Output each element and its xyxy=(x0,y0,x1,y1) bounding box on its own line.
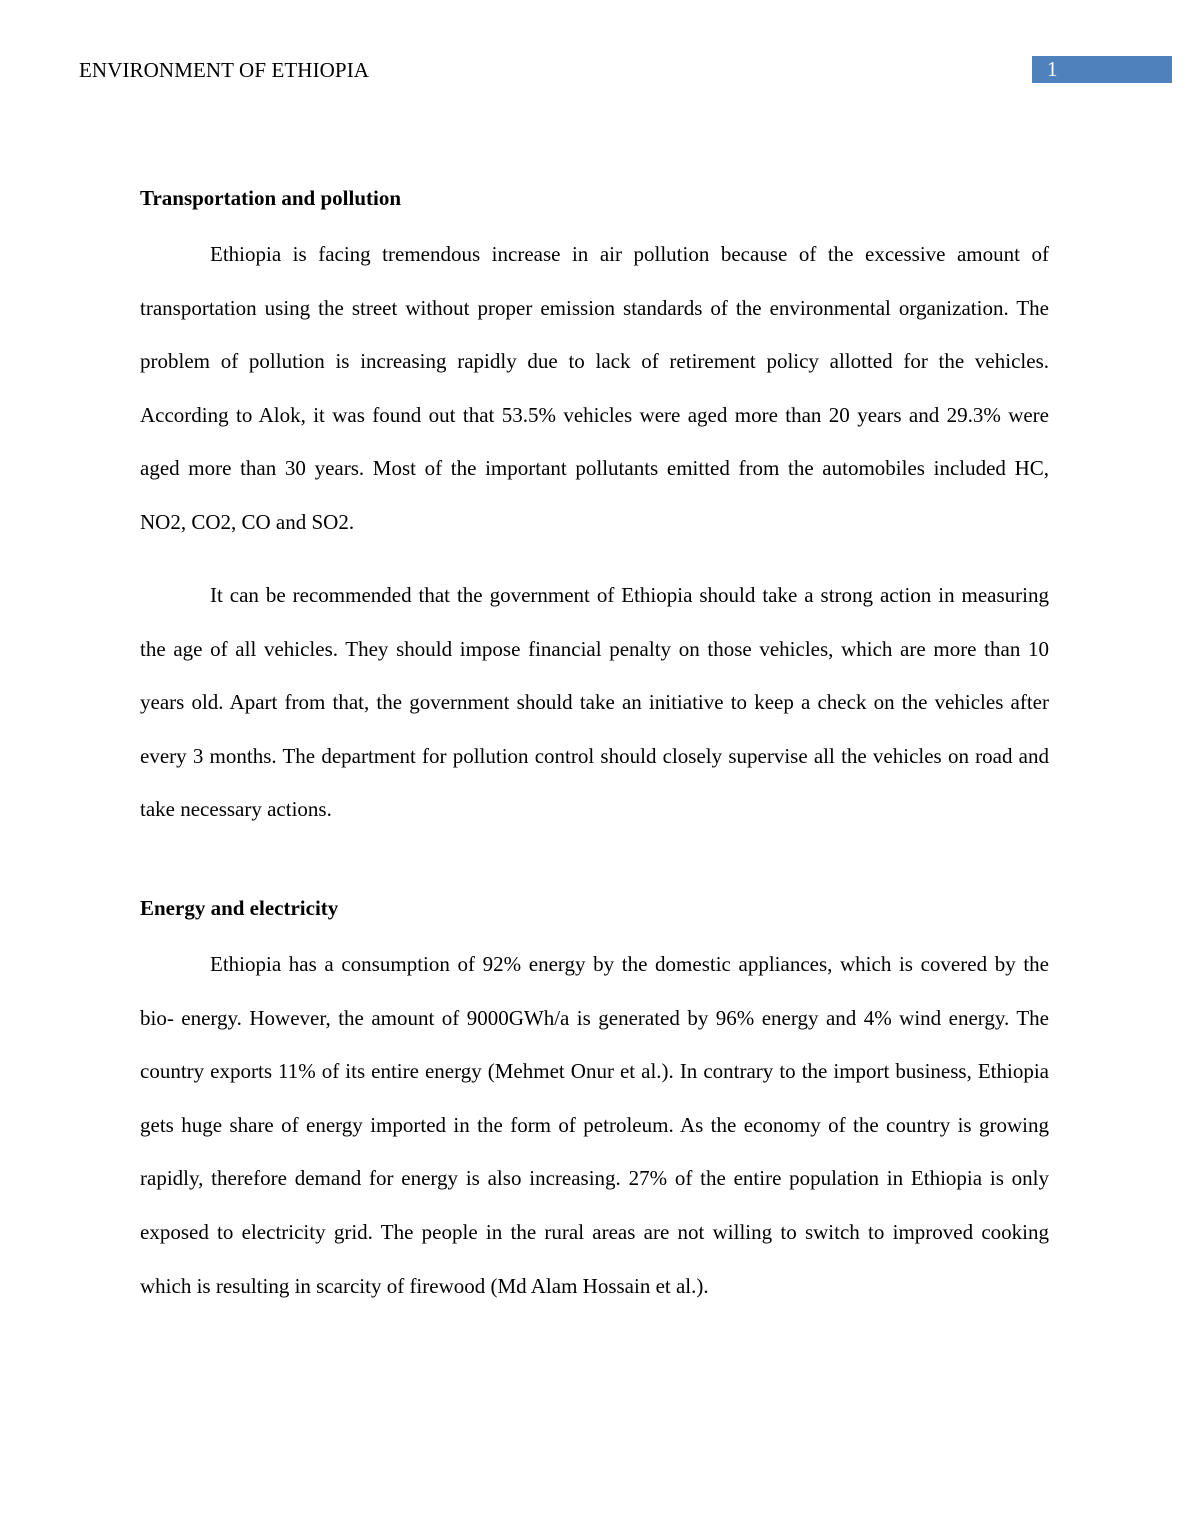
paragraph-transportation-1: Ethiopia is facing tremendous increase in air pollution because of the excessive amount of transportation using the street without proper emission standards of the environmental organization. The problem of pollution is increasing rapidly due to lack of retirement policy allotted for the vehicles. According to Alok, it was found out that 53.5% vehicles were aged more than 20 years and 29.3% were aged more than 30 years. Most of the important pollutants emitted from the automobiles included HC, NO2, CO2, CO and SO2. xyxy=(140,242,1049,534)
paragraph-energy-1: Ethiopia has a consumption of 92% energy by the domestic appliances, which is covered by the bio- energy. However, the amount of 9000GWh/a is generated by 96% energy and 4% wind energy. The country exports 11% of its entire energy (Mehmet Onur et al.). In contrary to the import business, Ethiopia gets huge share of energy imported in the form of petroleum. As the economy of the country is growing rapidly, therefore demand for energy is also increasing. 27% of the entire population in Ethiopia is only exposed to electricity grid. The people in the rural areas are not willing to switch to improved cooking which is resulting in scarcity of firewood (Md Alam Hossain et al.). xyxy=(140,952,1049,1298)
section-heading-transportation: Transportation and pollution xyxy=(140,186,402,210)
paragraph-transportation-2: It can be recommended that the government of Ethiopia should take a strong action in measuring the age of all vehicles. They should impose financial penalty on those vehicles, which are more than 10 years old. Apart from that, the government should take an initiative to keep a check on the vehicles after every 3 months. The department for pollution control should closely supervise all the vehicles on road and take necessary actions. xyxy=(140,583,1049,822)
page-number: 1 xyxy=(1032,56,1172,83)
running-head: ENVIRONMENT OF ETHIOPIA xyxy=(79,58,370,82)
section-heading-energy: Energy and electricity xyxy=(140,896,339,920)
